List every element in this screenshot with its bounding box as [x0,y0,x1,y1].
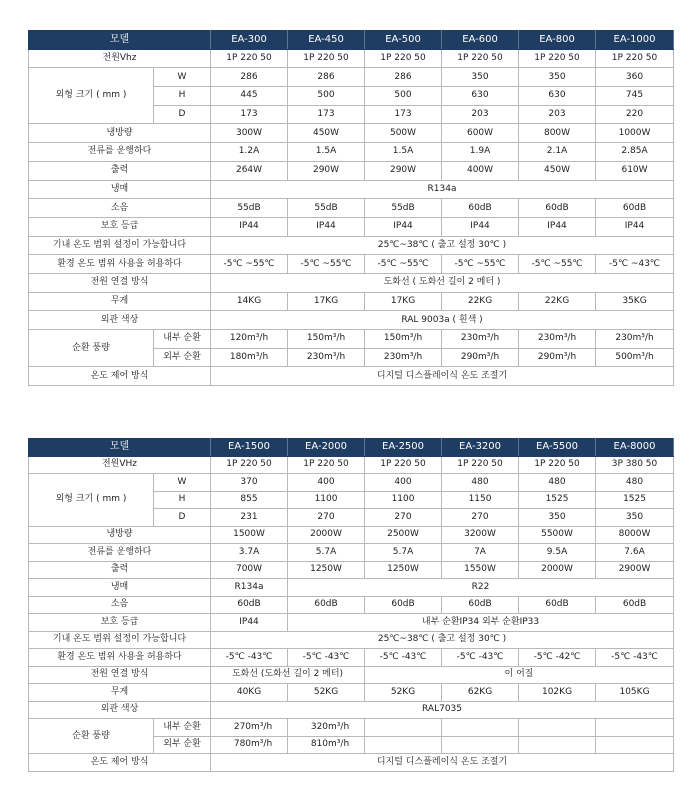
power-row [29,456,674,474]
depth-value: 203 [519,105,596,124]
env-temp-row [29,649,674,667]
noise-value: 60dB [288,596,365,614]
spec-table-1 [28,30,674,386]
power-value: 1P 220 50 [288,456,365,474]
outer-airflow-value: 780m³/h [211,736,288,754]
power-value: 1P 220 50 [596,49,674,68]
dim-label: H [154,87,211,106]
connection-row [29,666,674,684]
dim-label: W [154,68,211,87]
env-temp-value: -5℃ ~55℃ [519,255,596,274]
refrigerant-row [29,579,674,597]
width-value: 370 [211,474,288,492]
width-value: 286 [365,68,442,87]
power-value: 1P 220 50 [288,49,365,68]
depth-value: 231 [211,509,288,527]
inner-airflow-value [519,719,596,737]
depth-value: 270 [442,509,519,527]
weight-row [29,292,674,311]
weight-value: 40KG [211,684,288,702]
current-value: 5.7A [288,544,365,562]
noise-value: 55dB [288,199,365,218]
cooling-value: 3200W [442,526,519,544]
current-value: 1.5A [288,143,365,162]
control-label: 온도 제어 방식 [29,754,211,772]
power-value: 1P 220 50 [519,49,596,68]
width-value: 480 [596,474,674,492]
current-value: 7A [442,544,519,562]
inner-airflow-value: 150m³/h [288,330,365,349]
refrigerant-value: R134a [211,180,674,199]
env-temp-value: -5℃ -43℃ [596,649,674,667]
current-value: 1.2A [211,143,288,162]
noise-value: 55dB [211,199,288,218]
model-name: EA-2000 [288,439,365,457]
env-temp-value: -5℃ -43℃ [211,649,288,667]
output-value: 1550W [442,561,519,579]
refrigerant-value: R134a [211,579,288,597]
weight-value: 105KG [596,684,674,702]
outer-airflow-value [596,736,674,754]
header-row [29,439,674,457]
width-value: 400 [288,474,365,492]
temp-setting-row [29,631,674,649]
current-value: 1.5A [365,143,442,162]
outer-airflow-value: 290m³/h [442,348,519,367]
cooling-value: 1500W [211,526,288,544]
control-value: 디지털 디스플레이식 온도 조절기 [211,754,674,772]
output-label: 출력 [29,561,211,579]
outer-airflow-value [519,736,596,754]
protection-value: 내부 순환IP34 외부 순환IP33 [288,614,674,632]
depth-value: 350 [596,509,674,527]
weight-value: 52KG [288,684,365,702]
cooling-value: 2500W [365,526,442,544]
weight-value: 62KG [442,684,519,702]
height-value: 1100 [288,491,365,509]
weight-value: 22KG [442,292,519,311]
airflow-label: 순환 풍량 [29,719,154,754]
cooling-value: 1000W [596,124,674,143]
size-label: 외형 크기 ( mm ) [29,474,154,527]
protection-value: IP44 [211,217,288,236]
depth-value: 350 [519,509,596,527]
current-value: 3.7A [211,544,288,562]
cooling-value: 500W [365,124,442,143]
cooling-value: 5500W [519,526,596,544]
outer-airflow-value: 230m³/h [365,348,442,367]
depth-value: 270 [365,509,442,527]
depth-value: 220 [596,105,674,124]
temp-setting-label: 기내 온도 범위 설정이 가능합니다 [29,236,211,255]
inner-airflow-value: 320m³/h [288,719,365,737]
protection-value: IP44 [442,217,519,236]
connection-value: 이 어질 [365,666,674,684]
noise-value: 60dB [596,596,674,614]
width-row [29,474,674,492]
output-value: 290W [288,161,365,180]
width-row [29,68,674,87]
color-row [29,311,674,330]
size-label: 외형 크기 ( mm ) [29,68,154,124]
weight-value: 102KG [519,684,596,702]
control-row [29,754,674,772]
inner-airflow-value: 270m³/h [211,719,288,737]
depth-value: 173 [288,105,365,124]
cooling-value: 2000W [288,526,365,544]
inner-label: 내부 순환 [154,330,211,349]
current-value: 2.1A [519,143,596,162]
cooling-value: 300W [211,124,288,143]
height-value: 500 [288,87,365,106]
current-value: 1.9A [442,143,519,162]
height-value: 1525 [596,491,674,509]
model-name: EA-800 [519,31,596,50]
current-value: 9.5A [519,544,596,562]
output-value: 700W [211,561,288,579]
header-row [29,31,674,50]
env-temp-row [29,255,674,274]
model-name: EA-8000 [596,439,674,457]
dim-label: D [154,509,211,527]
output-value: 610W [596,161,674,180]
refrigerant-value: R22 [288,579,674,597]
dim-label: D [154,105,211,124]
width-value: 350 [442,68,519,87]
inner-airflow-row [29,719,674,737]
noise-value: 60dB [211,596,288,614]
depth-value: 203 [442,105,519,124]
outer-airflow-value [365,736,442,754]
output-value: 1250W [288,561,365,579]
power-row [29,49,674,68]
color-label: 외관 색상 [29,701,211,719]
height-value: 500 [365,87,442,106]
weight-value: 35KG [596,292,674,311]
cooling-value: 600W [442,124,519,143]
height-value: 1150 [442,491,519,509]
power-value: 1P 220 50 [442,456,519,474]
width-value: 350 [519,68,596,87]
temp-setting-row [29,236,674,255]
outer-airflow-value: 500m³/h [596,348,674,367]
color-value: RAL 9003a ( 흰색 ) [211,311,674,330]
depth-value: 173 [211,105,288,124]
height-value: 630 [519,87,596,106]
model-name: EA-600 [442,31,519,50]
temp-setting-value: 25℃~38℃ ( 출고 설정 30℃ ) [211,236,674,255]
height-value: 1100 [365,491,442,509]
power-label: 전원Vhz [29,49,211,68]
inner-airflow-value: 150m³/h [365,330,442,349]
output-label: 출력 [29,161,211,180]
cooling-label: 냉방량 [29,526,211,544]
power-value: 1P 220 50 [211,456,288,474]
env-temp-value: -5℃ ~55℃ [442,255,519,274]
height-value: 630 [442,87,519,106]
outer-label: 외부 순환 [154,348,211,367]
current-label: 전류를 운행하다 [29,143,211,162]
env-temp-value: -5℃ ~55℃ [288,255,365,274]
current-value: 5.7A [365,544,442,562]
outer-airflow-value: 290m³/h [519,348,596,367]
weight-value: 17KG [365,292,442,311]
inner-airflow-value [596,719,674,737]
control-label: 온도 제어 방식 [29,367,211,386]
noise-row [29,596,674,614]
height-value: 745 [596,87,674,106]
control-row [29,367,674,386]
noise-label: 소음 [29,596,211,614]
temp-setting-value: 25℃~38℃ ( 출고 설정 30℃ ) [211,631,674,649]
connection-label: 전원 연결 방식 [29,273,211,292]
inner-airflow-value [442,719,519,737]
noise-value: 60dB [519,596,596,614]
outer-airflow-value [442,736,519,754]
output-value: 2900W [596,561,674,579]
weight-value: 14KG [211,292,288,311]
protection-label: 보호 등급 [29,614,211,632]
connection-row [29,273,674,292]
dim-label: W [154,474,211,492]
protection-value: IP44 [596,217,674,236]
width-value: 480 [519,474,596,492]
refrigerant-label: 냉매 [29,579,211,597]
inner-airflow-value [365,719,442,737]
color-value: RAL7035 [211,701,674,719]
noise-value: 60dB [519,199,596,218]
output-value: 1250W [365,561,442,579]
model-name: EA-1500 [211,439,288,457]
protection-row [29,614,674,632]
noise-value: 60dB [365,596,442,614]
env-temp-value: -5℃ ~43℃ [596,255,674,274]
cooling-value: 450W [288,124,365,143]
width-value: 480 [442,474,519,492]
output-value: 400W [442,161,519,180]
weight-value: 52KG [365,684,442,702]
height-value: 855 [211,491,288,509]
outer-label: 외부 순환 [154,736,211,754]
model-name: EA-300 [211,31,288,50]
protection-value: IP44 [519,217,596,236]
env-temp-value: -5℃ -43℃ [365,649,442,667]
power-value: 1P 220 50 [211,49,288,68]
model-name: EA-3200 [442,439,519,457]
width-value: 286 [211,68,288,87]
cooling-value: 800W [519,124,596,143]
noise-value: 55dB [365,199,442,218]
color-row [29,701,674,719]
inner-airflow-value: 120m³/h [211,330,288,349]
env-temp-label: 환경 온도 범위 사용을 허용하다 [29,649,211,667]
output-value: 2000W [519,561,596,579]
noise-value: 60dB [442,199,519,218]
noise-row [29,199,674,218]
refrigerant-row [29,180,674,199]
weight-label: 무게 [29,292,211,311]
model-name: EA-1000 [596,31,674,50]
current-value: 2.85A [596,143,674,162]
weight-label: 무게 [29,684,211,702]
noise-label: 소음 [29,199,211,218]
output-value: 450W [519,161,596,180]
current-value: 7.6A [596,544,674,562]
inner-airflow-value: 230m³/h [519,330,596,349]
cooling-label: 냉방량 [29,124,211,143]
cooling-value: 8000W [596,526,674,544]
inner-airflow-value: 230m³/h [442,330,519,349]
output-row [29,161,674,180]
connection-value: 도화선 ( 도화선 길이 2 메터 ) [211,273,674,292]
output-row [29,561,674,579]
weight-row [29,684,674,702]
height-value: 445 [211,87,288,106]
cooling-row [29,124,674,143]
width-value: 286 [288,68,365,87]
refrigerant-label: 냉매 [29,180,211,199]
spec-table-2 [28,438,674,772]
output-value: 290W [365,161,442,180]
model-name: EA-5500 [519,439,596,457]
noise-value: 60dB [596,199,674,218]
color-label: 외관 색상 [29,311,211,330]
noise-value: 60dB [442,596,519,614]
depth-value: 173 [365,105,442,124]
model-name: EA-2500 [365,439,442,457]
control-value: 디지털 디스플레이식 온도 조절기 [211,367,674,386]
model-label: 모델 [29,31,211,50]
cooling-row [29,526,674,544]
power-value: 3P 380 50 [596,456,674,474]
outer-airflow-value: 810m³/h [288,736,365,754]
protection-value: IP44 [211,614,288,632]
outer-airflow-value: 180m³/h [211,348,288,367]
env-temp-value: -5℃ -43℃ [288,649,365,667]
inner-label: 내부 순환 [154,719,211,737]
dim-label: H [154,491,211,509]
power-value: 1P 220 50 [442,49,519,68]
model-name: EA-450 [288,31,365,50]
outer-airflow-value: 230m³/h [288,348,365,367]
height-value: 1525 [519,491,596,509]
connection-value: 도화선 (도화선 길이 2 메터) [211,666,365,684]
power-label: 전원VHz [29,456,211,474]
power-value: 1P 220 50 [365,49,442,68]
airflow-label: 순환 풍량 [29,330,154,367]
temp-setting-label: 기내 온도 범위 설정이 가능합니다 [29,631,211,649]
inner-airflow-row [29,330,674,349]
env-temp-value: -5℃ -43℃ [442,649,519,667]
current-row [29,544,674,562]
env-temp-value: -5℃ ~55℃ [211,255,288,274]
power-value: 1P 220 50 [365,456,442,474]
env-temp-value: -5℃ -42℃ [519,649,596,667]
inner-airflow-value: 230m³/h [596,330,674,349]
protection-row [29,217,674,236]
power-value: 1P 220 50 [519,456,596,474]
model-name: EA-500 [365,31,442,50]
current-label: 전류를 운행하다 [29,544,211,562]
output-value: 264W [211,161,288,180]
model-label: 모델 [29,439,211,457]
protection-value: IP44 [288,217,365,236]
env-temp-value: -5℃ ~55℃ [365,255,442,274]
weight-value: 22KG [519,292,596,311]
width-value: 400 [365,474,442,492]
protection-value: IP44 [365,217,442,236]
weight-value: 17KG [288,292,365,311]
env-temp-label: 환경 온도 범위 사용을 허용하다 [29,255,211,274]
depth-value: 270 [288,509,365,527]
protection-label: 보호 등급 [29,217,211,236]
width-value: 360 [596,68,674,87]
current-row [29,143,674,162]
connection-label: 전원 연결 방식 [29,666,211,684]
